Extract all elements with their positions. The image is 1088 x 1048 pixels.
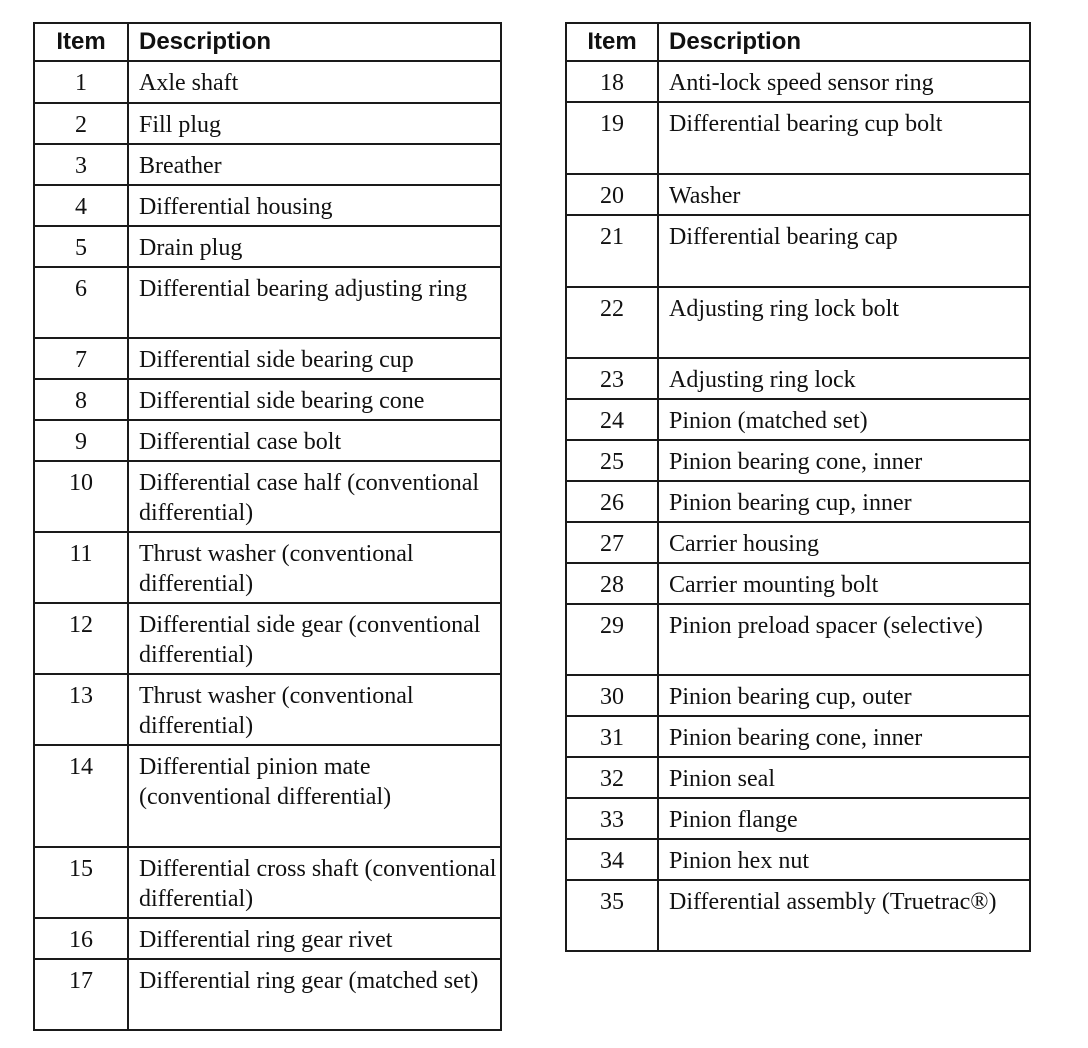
table-row: [566, 358, 1030, 399]
table-row: [34, 103, 501, 144]
item-number: 4: [34, 185, 128, 226]
item-number: 10: [34, 461, 128, 532]
item-number: 16: [34, 918, 128, 959]
item-number: 31: [566, 716, 658, 757]
item-description: Pinion flange: [658, 798, 1030, 839]
table-row: [566, 563, 1030, 604]
item-number: 30: [566, 675, 658, 716]
table-row: [34, 959, 501, 1030]
table-row: [34, 61, 501, 103]
item-description: Fill plug: [128, 103, 501, 144]
item-number: 24: [566, 399, 658, 440]
item-description: Differential housing: [128, 185, 501, 226]
item-description: Adjusting ring lock bolt: [658, 287, 1030, 358]
item-description: Thrust washer (conventional differential): [128, 674, 501, 745]
item-description: Differential side bearing cup: [128, 338, 501, 379]
item-description: Drain plug: [128, 226, 501, 267]
item-number: 35: [566, 880, 658, 951]
item-number: 20: [566, 174, 658, 215]
item-number: 25: [566, 440, 658, 481]
item-number: 33: [566, 798, 658, 839]
table-row: [34, 603, 501, 674]
item-description: Adjusting ring lock: [658, 358, 1030, 399]
item-description: Pinion seal: [658, 757, 1030, 798]
item-number: 19: [566, 102, 658, 174]
header-row: [566, 23, 1030, 61]
item-number: 27: [566, 522, 658, 563]
table-row: [566, 399, 1030, 440]
item-column-header: Item: [566, 23, 658, 61]
item-description: Thrust washer (conventional differential): [128, 532, 501, 603]
description-column-header: Description: [128, 23, 501, 61]
table-row: [566, 174, 1030, 215]
item-description: Pinion preload spacer (selective): [658, 604, 1030, 675]
item-number: 6: [34, 267, 128, 338]
item-description: Differential case bolt: [128, 420, 501, 461]
table-row: [34, 674, 501, 745]
item-description: Differential side bearing cone: [128, 379, 501, 420]
table-row: [34, 144, 501, 185]
header-row: [34, 23, 501, 61]
parts-table-right: [565, 22, 1031, 952]
item-description: Differential side gear (conventional differential): [128, 603, 501, 674]
table-row: [566, 61, 1030, 102]
item-description: Differential assembly (Truetrac®): [658, 880, 1030, 951]
item-description: Carrier mounting bolt: [658, 563, 1030, 604]
item-description: Differential cross shaft (conventional differential): [128, 847, 501, 918]
item-description: Pinion bearing cup, outer: [658, 675, 1030, 716]
table-row: [34, 226, 501, 267]
item-description: Breather: [128, 144, 501, 185]
item-number: 34: [566, 839, 658, 880]
table-row: [34, 338, 501, 379]
item-column-header: Item: [34, 23, 128, 61]
table-row: [566, 675, 1030, 716]
item-description: Differential pinion mate (conventional differential): [128, 745, 501, 847]
table-row: [566, 440, 1030, 481]
item-number: 21: [566, 215, 658, 287]
description-column-header: Description: [658, 23, 1030, 61]
table-row: [34, 267, 501, 338]
item-number: 12: [34, 603, 128, 674]
item-number: 23: [566, 358, 658, 399]
item-number: 32: [566, 757, 658, 798]
table-row: [566, 287, 1030, 358]
table-row: [34, 532, 501, 603]
table-row: [566, 481, 1030, 522]
item-number: 7: [34, 338, 128, 379]
table-row: [34, 918, 501, 959]
item-number: 15: [34, 847, 128, 918]
item-number: 28: [566, 563, 658, 604]
parts-table-left: [33, 22, 502, 1031]
item-description: Differential bearing adjusting ring: [128, 267, 501, 338]
table-row: [566, 716, 1030, 757]
item-number: 2: [34, 103, 128, 144]
table-row: [566, 798, 1030, 839]
item-description: Differential bearing cap: [658, 215, 1030, 287]
item-description: Pinion (matched set): [658, 399, 1030, 440]
table-row: [34, 461, 501, 532]
table-row: [34, 185, 501, 226]
item-number: 3: [34, 144, 128, 185]
item-number: 13: [34, 674, 128, 745]
table-row: [34, 847, 501, 918]
table-row: [566, 522, 1030, 563]
table-row: [566, 839, 1030, 880]
item-number: 18: [566, 61, 658, 102]
table-row: [566, 102, 1030, 174]
item-description: Differential ring gear rivet: [128, 918, 501, 959]
item-description: Carrier housing: [658, 522, 1030, 563]
item-description: Differential case half (conventional differential): [128, 461, 501, 532]
table-row: [34, 420, 501, 461]
item-description: Pinion bearing cone, inner: [658, 716, 1030, 757]
table-row: [566, 880, 1030, 951]
table-row: [566, 604, 1030, 675]
item-description: Axle shaft: [128, 61, 501, 103]
item-description: Pinion hex nut: [658, 839, 1030, 880]
table-row: [566, 215, 1030, 287]
item-number: 9: [34, 420, 128, 461]
table-row: [34, 745, 501, 847]
item-number: 8: [34, 379, 128, 420]
item-number: 26: [566, 481, 658, 522]
item-description: Washer: [658, 174, 1030, 215]
item-number: 29: [566, 604, 658, 675]
item-number: 5: [34, 226, 128, 267]
item-description: Pinion bearing cup, inner: [658, 481, 1030, 522]
table-row: [566, 757, 1030, 798]
item-description: Pinion bearing cone, inner: [658, 440, 1030, 481]
item-number: 17: [34, 959, 128, 1030]
item-description: Differential bearing cup bolt: [658, 102, 1030, 174]
item-number: 14: [34, 745, 128, 847]
table-row: [34, 379, 501, 420]
item-number: 1: [34, 61, 128, 103]
item-description: Anti-lock speed sensor ring: [658, 61, 1030, 102]
item-number: 22: [566, 287, 658, 358]
item-number: 11: [34, 532, 128, 603]
item-description: Differential ring gear (matched set): [128, 959, 501, 1030]
